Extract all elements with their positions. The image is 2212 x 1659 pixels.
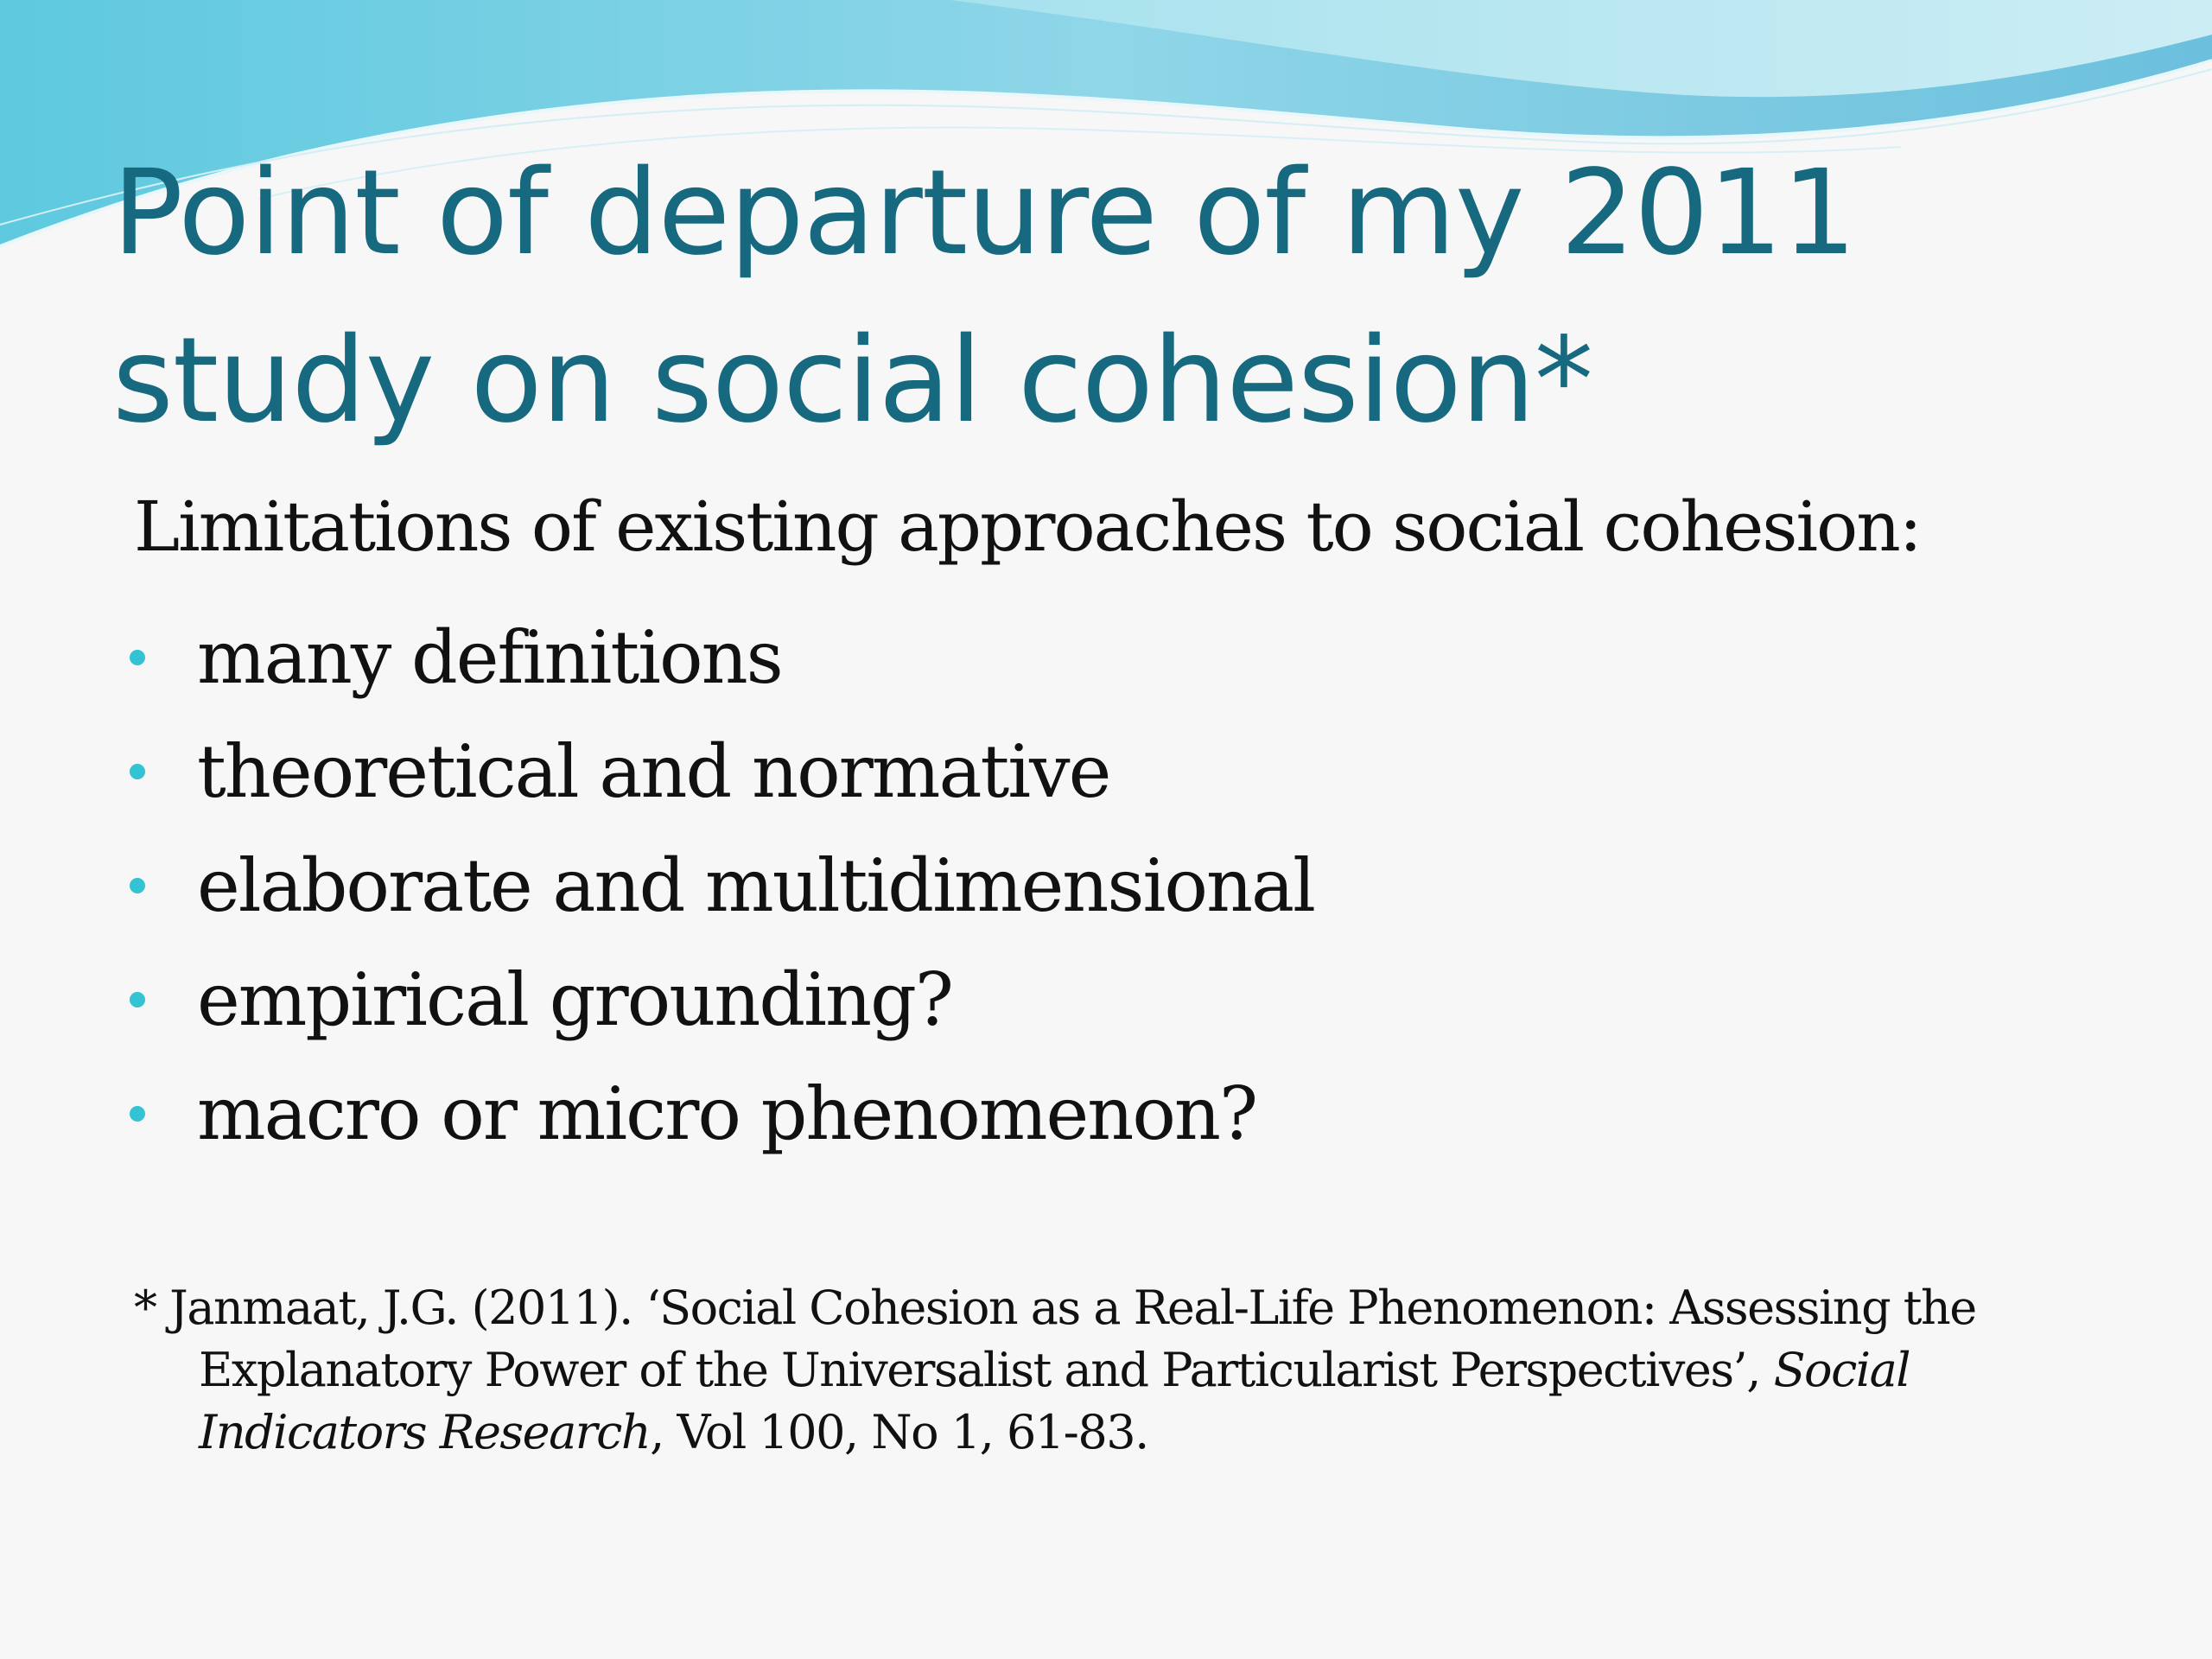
- bullet-item: [130, 715, 1314, 829]
- reference-line-3: [134, 1402, 2078, 1464]
- reference-line-2: [134, 1339, 2078, 1402]
- title-line-2: study on social cohesion*: [112, 313, 1592, 449]
- journal-name-part-1: Social: [1773, 1343, 1910, 1397]
- reference-text: Explanatory Power of the Universalist and Particularist Perspectives’,: [199, 1343, 1774, 1397]
- bullet-dot-icon: [130, 764, 145, 779]
- bullet-text: elaborate and multidimensional: [197, 843, 1314, 928]
- bullet-text: theoretical and normative: [197, 729, 1110, 814]
- bullet-dot-icon: [130, 878, 145, 893]
- reference-details: , Vol 100, No 1, 61-83.: [650, 1405, 1148, 1459]
- reference-line-1: * Janmaat, J.G. (2011). ‘Social Cohesion as a Real-Life Phenomenon: Assessing the: [134, 1281, 1976, 1335]
- bullet-item: [130, 829, 1314, 943]
- journal-name-part-2: Indicators Research: [199, 1405, 651, 1459]
- bullet-item: [130, 1057, 1314, 1171]
- intro-text: Limitations of existing approaches to social cohesion:: [134, 486, 1921, 567]
- reference-footnote: [134, 1277, 2078, 1464]
- bullet-text: empirical grounding?: [197, 957, 952, 1042]
- bullet-item: [130, 943, 1314, 1057]
- bullet-dot-icon: [130, 992, 145, 1007]
- slide-title: [112, 130, 2100, 465]
- bullet-dot-icon: [130, 1106, 145, 1122]
- bullet-list: [130, 601, 1314, 1171]
- bullet-dot-icon: [130, 650, 145, 665]
- title-line-1: Point of departure of my 2011: [112, 145, 1856, 282]
- bullet-item: [130, 601, 1314, 715]
- bullet-text: many definitions: [197, 615, 782, 700]
- bullet-text: macro or micro phenomenon?: [197, 1071, 1257, 1156]
